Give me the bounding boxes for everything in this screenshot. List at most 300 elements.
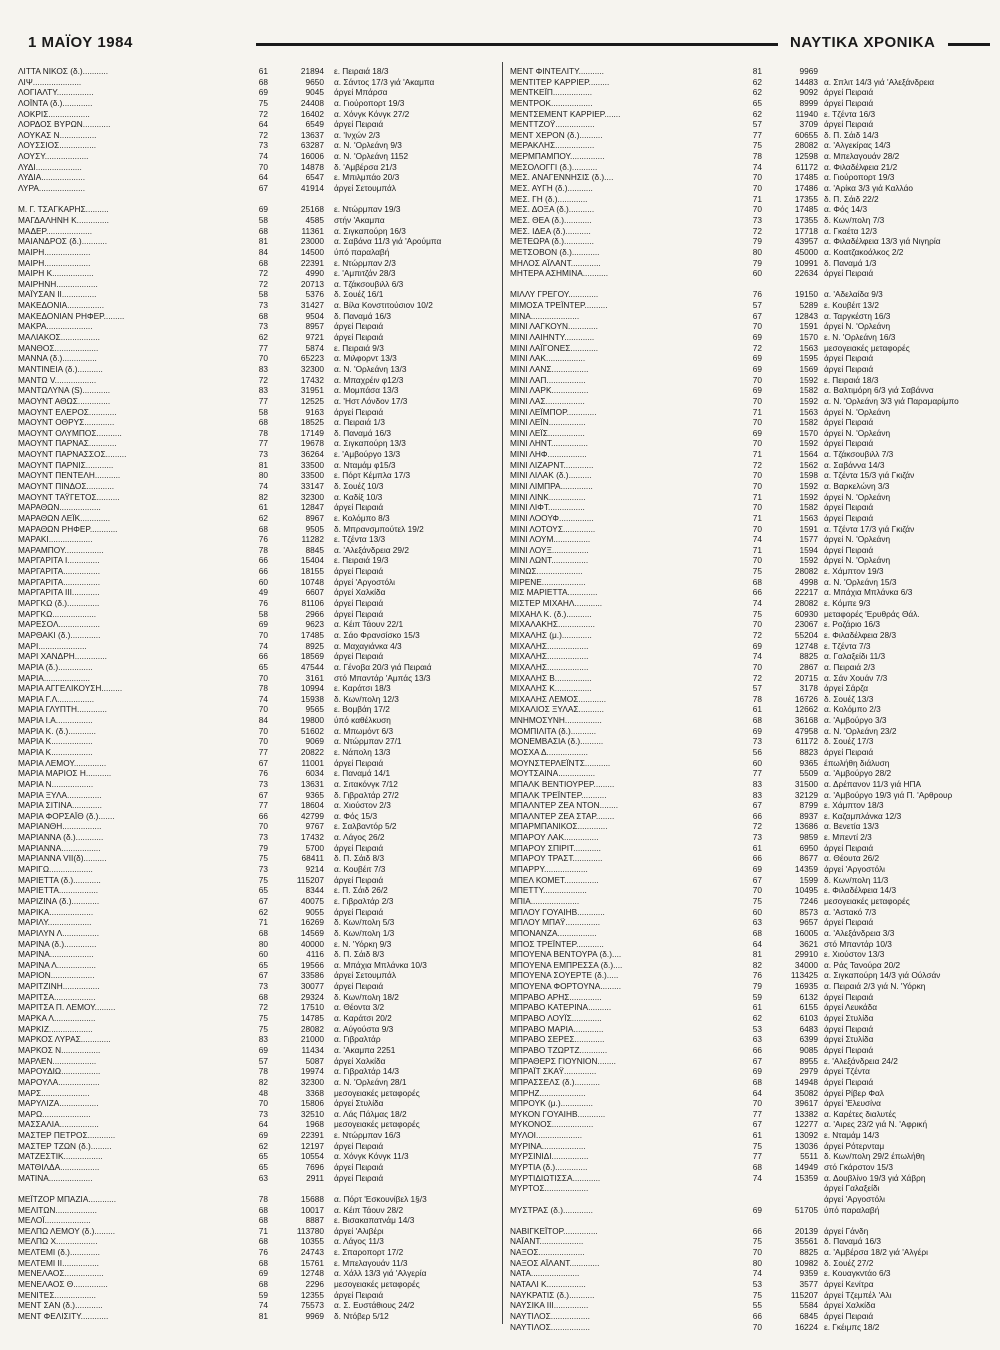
ship-status: στό Μπαντάρ 10/3 — [824, 938, 892, 949]
tonnage: 47958 — [794, 725, 818, 736]
build-year: 77 — [752, 129, 762, 140]
build-year: 68 — [258, 1204, 268, 1215]
ship-name: ΜΑΝΤΩΛΥΝΑ (S)............ — [18, 385, 111, 396]
ship-name: ΛΙΨ..................... — [18, 76, 82, 87]
build-year: 74 — [752, 1268, 762, 1279]
ship-name: ΜΑΡΑΜΠΟΥ................. — [18, 544, 104, 555]
right-column — [510, 66, 978, 1332]
ship-status: α. Κουβέιτ 7/3 — [334, 864, 386, 875]
ship-name: ΜΑΡΙΑ ΦΟΡΣΑΪΘ (δ.)....... — [18, 810, 115, 821]
build-year: 68 — [258, 310, 268, 321]
tonnage: 1592 — [799, 374, 818, 385]
tonnage: 8677 — [799, 853, 818, 864]
ship-name: ΜΑΡΙΕΤΤΑ................. — [18, 885, 99, 896]
ship-status: ε. Ντώρμπαν 2/3 — [334, 257, 396, 268]
build-year: 75 — [258, 1013, 268, 1024]
tonnage: 31427 — [300, 300, 324, 311]
ship-status: α. 'Αμβούργο 19/3 γιά Π. 'Αρθρουρ — [824, 789, 953, 800]
ship-row — [18, 449, 486, 460]
ship-name: ΜΙΝΩΣ.................... — [510, 566, 583, 577]
ship-row — [510, 970, 978, 981]
ship-status: άργεί Πειραιά — [824, 1076, 874, 1087]
ship-name: ΜΙΝΙ ΛΑΓΚΟΥΝ............. — [510, 321, 598, 332]
ship-status: άργεί Πειραιά — [334, 874, 384, 885]
ship-row — [510, 651, 978, 662]
ship-row — [510, 215, 978, 226]
ship-name: ΜΑΡΙΑΝΝΑ................. — [18, 842, 101, 853]
ship-name: ΜΠΙΑ..................... — [510, 895, 580, 906]
ship-name: ΜΑΤΖΕΣΤΙΚ................. — [18, 1151, 103, 1162]
ship-status: δ. Παναμά 1/3 — [824, 257, 877, 268]
ship-status: α. Τζέντα 15/3 γιά Γκιζάν — [824, 470, 915, 481]
build-year: 79 — [258, 842, 268, 853]
tonnage: 31500 — [794, 778, 818, 789]
ship-row — [510, 800, 978, 811]
build-year: 72 — [752, 342, 762, 353]
ship-row — [510, 438, 978, 449]
ship-row — [510, 417, 978, 428]
ship-name: ΜΕΝΙΤΕΣ.................. — [18, 1289, 96, 1300]
ship-name: ΜΑΙΑΝΔΡΟΣ (δ.)........... — [18, 236, 108, 247]
tonnage: 19800 — [300, 715, 324, 726]
ship-name: ΜΑΚΕΔΟΝΙΑ................ — [18, 300, 105, 311]
tonnage: 9045 — [305, 87, 324, 98]
tonnage: 2979 — [799, 1066, 818, 1077]
ship-row — [18, 98, 486, 109]
ship-row — [510, 300, 978, 311]
ship-row — [510, 194, 978, 205]
ship-status: άργεί Πειραιά — [824, 438, 874, 449]
tonnage: 21894 — [300, 66, 324, 76]
ship-row — [18, 907, 486, 918]
tonnage: 32300 — [300, 1076, 324, 1087]
ship-name: ΜΙΧΑΛΗΣ Κ................ — [510, 683, 592, 694]
ship-status: α. Ράς Τανούρα 20/2 — [824, 959, 901, 970]
ship-row — [510, 1226, 978, 1237]
build-year: 68 — [752, 927, 762, 938]
build-year: 66 — [752, 587, 762, 598]
ship-name: ΜΠΑΡΟΥ ΣΠΙΡΙΤ............ — [510, 842, 601, 853]
tonnage: 35561 — [794, 1236, 818, 1247]
ship-name: ΜΑΡΑΘΩΝ ΡΗΦΕΡ............ — [18, 523, 118, 534]
tonnage: 11001 — [301, 757, 324, 768]
ship-status: ε. Φιλαδέλφεια 28/3 — [824, 629, 897, 640]
ship-name: ΜΠΡΑΒΟ ΜΑΡΙΑ............. — [510, 1023, 604, 1034]
ship-name: ΜΙΧΑΛΗΣ.................. — [510, 640, 589, 651]
ship-status: άργεί Πειραιά — [334, 119, 384, 130]
tonnage: 13036 — [794, 1140, 818, 1151]
tonnage: 61172 — [795, 161, 818, 172]
ship-row — [18, 747, 486, 758]
ship-name: ΛΟΥΣΥ................... — [18, 151, 89, 162]
ship-row — [510, 1258, 978, 1269]
ship-name: ΛΟΓΙΑΛΤΥ................ — [18, 87, 94, 98]
ship-row — [510, 704, 978, 715]
ship-status: α. Σάο Φρανσίσκο 15/3 — [334, 629, 420, 640]
ship-row — [510, 1088, 978, 1099]
tonnage: 1599 — [799, 874, 818, 885]
ship-status: άργεί Πειραιά — [334, 651, 384, 662]
ship-name: ΜΕΤΕΩΡΑ (δ.)............. — [510, 236, 594, 247]
build-year: 68 — [258, 225, 268, 236]
tonnage: 23000 — [300, 236, 324, 247]
ship-status: δ. Σουέζ 17/3 — [824, 736, 874, 747]
build-year: 78 — [258, 1193, 268, 1204]
tonnage: 8967 — [305, 512, 324, 523]
ship-status: α. 'Αδελαίδα 9/3 — [824, 289, 883, 300]
ship-status: α. Βαλτιμόρη 6/3 γιά Σαβάννα — [824, 385, 934, 396]
tonnage: 15938 — [300, 693, 324, 704]
ship-name: ΜΕΣ. ΙΔΕΑ (δ.)........... — [510, 225, 591, 236]
build-year: 62 — [258, 332, 268, 343]
tonnage: 9969 — [305, 1310, 324, 1321]
ship-status: άργεί Πειραιά — [824, 1023, 874, 1034]
ship-status: α. Πειραιά 2/3 — [824, 661, 875, 672]
build-year: 81 — [752, 949, 762, 960]
ship-status: ε. Κουβέιτ 13/2 — [824, 300, 879, 311]
ship-name: ΜΕΣ. ΓΗ (δ.)............. — [510, 193, 588, 204]
ship-status: δ. Κων/πολη 29/2 έπωλήθη — [824, 1151, 925, 1162]
build-year: 70 — [752, 417, 762, 428]
ship-row — [510, 460, 978, 471]
build-year: 77 — [258, 438, 268, 449]
ship-status: ε. Ντώρμπαν 16/3 — [334, 1130, 401, 1141]
ship-name: Μ. Γ. ΤΣΑΓΚΑΡΗΣ.......... — [18, 204, 109, 215]
build-year: 72 — [258, 1002, 268, 1013]
ship-row — [510, 949, 978, 960]
ship-row — [18, 268, 486, 279]
ship-name: ΜΠΟΥΕΝΑ ΣΟΥΕΡΤΕ (δ.)..... — [510, 970, 619, 981]
build-year: 74 — [752, 651, 762, 662]
ship-name: ΜΑΙΡΗΝΗ.................. — [18, 278, 98, 289]
ship-name: ΜΑΟΥΝΤ ΠΙΝΔΟΣ............ — [18, 480, 115, 491]
ship-status: άργεί Πειραιά — [824, 544, 874, 555]
build-year: 66 — [258, 810, 268, 821]
build-year: 64 — [258, 119, 268, 130]
ship-row — [510, 1300, 978, 1311]
build-year: 76 — [258, 768, 268, 779]
tonnage: 8957 — [305, 321, 324, 332]
ship-name: ΜΑΟΥΝΤ ΠΑΡΝΑΣΣΟΣ......... — [18, 449, 127, 460]
ship-row — [510, 385, 978, 396]
tonnage: 9650 — [305, 76, 324, 87]
build-year: 70 — [258, 161, 268, 172]
tonnage: 8999 — [799, 97, 818, 108]
ship-status: ε. Ν. 'Ορλεάνη 16/3 — [824, 332, 896, 343]
ship-name: ΜΕΝΤΚΕΪΠ................. — [510, 87, 593, 98]
ship-row — [18, 162, 486, 173]
build-year: 77 — [752, 1108, 762, 1119]
build-year: 73 — [258, 778, 268, 789]
ship-name: ΜΙΝΙ ΛΙΜΠΡΑ.............. — [510, 480, 593, 491]
ship-row — [18, 1173, 486, 1184]
ship-row — [18, 1066, 486, 1077]
build-year: 65 — [258, 885, 268, 896]
build-year: 82 — [258, 491, 268, 502]
ship-status: άργεί Πειραιά — [334, 906, 384, 917]
build-year: 63 — [258, 1172, 268, 1183]
build-year: 76 — [752, 970, 762, 981]
ship-status: άργεί Πειραιά — [824, 1310, 874, 1321]
ship-name: ΜΑΡΟΥΔΙΩ................. — [18, 1066, 101, 1077]
tonnage: 40075 — [300, 895, 324, 906]
ship-name: ΜΕΣ. ΔΟΞΑ (δ.)........... — [510, 204, 595, 215]
ship-row — [18, 1215, 486, 1226]
ship-row — [510, 992, 978, 1003]
ship-name: ΜΙΝΙ ΛΟΟΥΦ............... — [510, 512, 594, 523]
ship-status: ε. Ροζάριο 16/3 — [824, 619, 880, 630]
ship-row — [18, 109, 486, 120]
build-year: 74 — [752, 161, 762, 172]
build-year: 73 — [752, 214, 762, 225]
ship-row — [510, 1279, 978, 1290]
ship-status: άργεί Πειραιά — [824, 119, 874, 130]
ship-name: ΜΑΡΙΝΑ................... — [18, 949, 94, 960]
ship-row — [18, 949, 486, 960]
ship-row — [510, 1162, 978, 1173]
ship-status: α. Μπελαγουάν 28/2 — [824, 151, 900, 162]
tonnage: 1598 — [799, 470, 818, 481]
ship-row — [18, 1098, 486, 1109]
ship-name: ΜΥΡΙΝΑ................... — [510, 1140, 586, 1151]
ship-row — [510, 183, 978, 194]
ship-name: ΜΕΛΤΕΜΙ (δ.)............. — [18, 1247, 100, 1258]
ship-row — [510, 1045, 978, 1056]
ship-name: ΜΙΝΙ ΛΙΝΚ................ — [510, 491, 586, 502]
ship-status: α. Τζάκσουβιλλ 7/3 — [824, 449, 894, 460]
ship-status: ε. Σαλβαντόρ 5/2 — [334, 821, 397, 832]
ship-name: ΜΑΟΥΝΤ ΟΘΡΥΣ............. — [18, 417, 115, 428]
build-year: 75 — [752, 1289, 762, 1300]
ship-status: άργεί Σετουμπάλ — [334, 970, 396, 981]
tonnage: 6607 — [305, 587, 324, 598]
ship-status: άργεί 'Αλιβέρι — [334, 1225, 384, 1236]
ship-name: ΜΕΝΤΙΤΕΡ ΚΑΡΡΙΕΡ......... — [510, 76, 610, 87]
ship-status: άργεί Γάνδη — [824, 1225, 869, 1236]
tonnage: 9365 — [305, 789, 324, 800]
ship-name: ΜΑΡΙΑ ΞΥΛΑ............... — [18, 789, 102, 800]
build-year: 53 — [752, 1023, 762, 1034]
tonnage: 9055 — [305, 906, 324, 917]
ship-row — [510, 98, 978, 109]
ship-name: ΜΑΝΝΑ (δ.)............... — [18, 353, 97, 364]
build-year: 67 — [752, 1119, 762, 1130]
build-year: 78 — [258, 427, 268, 438]
tonnage: 1569 — [799, 363, 818, 374]
tonnage: 5874 — [305, 342, 324, 353]
build-year: 75 — [752, 566, 762, 577]
build-year: 60 — [258, 949, 268, 960]
section-gap — [18, 194, 486, 205]
build-year: 81 — [258, 236, 268, 247]
ship-status: α. Πόρτ 'Εσκουνίβελ 1§/3 — [334, 1193, 427, 1204]
ship-row — [510, 768, 978, 779]
ship-row — [18, 396, 486, 407]
ship-row — [18, 1236, 486, 1247]
ship-name: ΜΙΜΟΣΑ ΤΡΕΪΝΤΕΡ.......... — [510, 300, 608, 311]
ship-row — [18, 1119, 486, 1130]
ship-name: ΜΙΝΙ ΛΑΝΣ................ — [510, 363, 589, 374]
ship-row — [510, 513, 978, 524]
ship-row — [18, 1056, 486, 1067]
build-year: 57 — [752, 300, 762, 311]
ship-row — [510, 779, 978, 790]
ship-status: α. Γιβραλτάρ — [334, 1034, 381, 1045]
tonnage: 12662 — [794, 704, 818, 715]
tonnage: 9069 — [305, 736, 324, 747]
tonnage: 2966 — [305, 608, 324, 619]
build-year: 70 — [752, 321, 762, 332]
build-year: 72 — [258, 374, 268, 385]
ship-row — [510, 1173, 978, 1184]
tonnage: 9969 — [799, 66, 818, 76]
page-header — [28, 34, 988, 54]
ship-row — [510, 587, 978, 598]
build-year: 67 — [258, 970, 268, 981]
build-year: 68 — [752, 576, 762, 587]
tonnage: 1595 — [799, 353, 818, 364]
ship-status: ε. Χάμπτον 18/3 — [824, 800, 884, 811]
ship-status: α. Θέοντα 3/2 — [334, 1002, 385, 1013]
ship-name: ΝΑΤΑΛΙ Κ................. — [510, 1279, 586, 1290]
tonnage: 68411 — [301, 853, 324, 864]
ship-row — [510, 981, 978, 992]
tonnage: 20715 — [794, 672, 818, 683]
ship-status: ε. Κολόμπο 8/3 — [334, 512, 390, 523]
ship-name: ΜΙΝΙ ΛΑΙΗΝΤΥ............. — [510, 332, 595, 343]
ship-name: ΜΙΡΕΝΕ................... — [510, 576, 586, 587]
ship-status: α. Σαβάννα 14/3 — [824, 459, 885, 470]
ship-name: ΜΟΝΕΜΒΑΣΙΑ (δ.).......... — [510, 736, 604, 747]
ship-row — [18, 226, 486, 237]
ship-name: ΜΑΟΥΝΤ ΤΑΫΓΕΤΟΣ.......... — [18, 491, 120, 502]
tonnage: 5700 — [305, 842, 324, 853]
tonnage: 33500 — [300, 470, 324, 481]
tonnage: 13092 — [794, 1130, 818, 1141]
ship-name: ΜΑΡΙΑ ΜΑΡΙΟΣ Η........... — [18, 768, 112, 779]
build-year: 70 — [258, 353, 268, 364]
ship-name: ΜΕΣ. ΑΝΑΓΕΝΝΗΣΙΣ (δ.).... — [510, 172, 614, 183]
tonnage: 1591 — [799, 321, 818, 332]
ship-status: α. Σιτακόνγκ 7/12 — [334, 778, 398, 789]
ship-status: άργεί 'Αργοστόλι — [824, 864, 885, 875]
ship-name: ΜΑΤΙΝΑ................... — [18, 1172, 93, 1183]
build-year: 67 — [752, 800, 762, 811]
build-year: 70 — [752, 1247, 762, 1258]
ship-row — [510, 885, 978, 896]
ship-name: ΝΑΪΑΝΤ................... — [510, 1236, 584, 1247]
tonnage: 1570 — [799, 332, 818, 343]
build-year: 71 — [752, 491, 762, 502]
ship-name: ΜΑΡΙΛΥΝ Λ................ — [18, 927, 100, 938]
ship-row — [18, 736, 486, 747]
tonnage: 9365 — [799, 757, 818, 768]
ship-name: ΜΙΧΑΛΗΣ.................. — [510, 651, 589, 662]
build-year: 61 — [752, 1130, 762, 1141]
ship-name: ΜΑΡΥΛΙΖΑ................. — [18, 1098, 99, 1109]
ship-status: ε. Βομβάη 17/2 — [334, 704, 390, 715]
tonnage: 1582 — [799, 417, 818, 428]
tonnage: 29324 — [300, 991, 324, 1002]
tonnage: 16726 — [794, 693, 818, 704]
ship-status: άργεί Πειραιά — [334, 1161, 384, 1172]
build-year: 61 — [258, 502, 268, 513]
ship-status: α. Λάγος 11/3 — [334, 1236, 384, 1247]
build-year: 62 — [752, 108, 762, 119]
ship-name: ΜΠΟΝΑΝΖΑ................. — [510, 927, 597, 938]
ship-status: α. Ταργκέστη 16/3 — [824, 310, 891, 321]
ship-row — [18, 683, 486, 694]
build-year: 75 — [258, 874, 268, 885]
build-year: 69 — [752, 427, 762, 438]
ship-row — [18, 1002, 486, 1013]
ship-row — [510, 87, 978, 98]
tonnage: 40000 — [300, 938, 324, 949]
build-year: 77 — [752, 1151, 762, 1162]
ship-name: ΜΙΧΑΛΗΣ (μ.)............. — [510, 629, 592, 640]
ship-row — [18, 492, 486, 503]
ship-section — [510, 1226, 978, 1332]
tonnage: 12598 — [794, 151, 818, 162]
ship-row — [18, 204, 486, 215]
ship-status: δ. Σουέζ 13/3 — [824, 693, 874, 704]
tonnage: 9859 — [799, 832, 818, 843]
build-year: 70 — [752, 172, 762, 183]
tonnage: 12843 — [794, 310, 818, 321]
ship-status: α. 'Ινχών 2/3 — [334, 129, 381, 140]
build-year: 70 — [752, 374, 762, 385]
tonnage: 14785 — [300, 1013, 324, 1024]
ship-name: ΝΑΞΟΣ.................... — [510, 1247, 585, 1258]
ship-status: άργεί Πειραιά — [334, 981, 384, 992]
build-year: 70 — [752, 619, 762, 630]
tonnage: 16005 — [794, 927, 818, 938]
ship-status: ε. Βισακαπατνάμ 14/3 — [334, 1215, 415, 1226]
build-year: 68 — [258, 76, 268, 87]
ship-name: ΛΥΔΙΑ................... — [18, 172, 86, 183]
ship-row — [18, 279, 486, 290]
ship-name: ΜΑΡΛΕΝ................... — [18, 1055, 97, 1066]
ship-name: ΜΑΡΓΑΡΙΤΑ................ — [18, 566, 101, 577]
build-year: 58 — [258, 406, 268, 417]
build-year: 72 — [258, 268, 268, 279]
tonnage: 34000 — [794, 959, 818, 970]
build-year: 78 — [752, 151, 762, 162]
ship-row — [510, 1109, 978, 1120]
build-year: 63 — [752, 917, 762, 928]
ship-row — [18, 1194, 486, 1205]
ship-row — [510, 939, 978, 950]
ship-row — [510, 119, 978, 130]
ship-row — [18, 577, 486, 588]
ship-status: ε. Χάμπτον 19/3 — [824, 566, 884, 577]
ship-status: ε. Πειραιά 9/3 — [334, 342, 384, 353]
ship-row — [510, 140, 978, 151]
build-year: 76 — [258, 534, 268, 545]
ship-name: ΜΠΡΟΥΚ (μ.).............. — [510, 1098, 593, 1109]
tonnage: 18569 — [300, 651, 324, 662]
tonnage: 9092 — [799, 87, 818, 98]
tonnage: 32510 — [300, 1108, 324, 1119]
ship-status: α. Σαβάνα 11/3 γιά 'Αρούμπα — [334, 236, 442, 247]
ship-status: άργεί Πειραιά — [334, 1140, 384, 1151]
ship-row — [510, 162, 978, 173]
tonnage: 12355 — [300, 1289, 324, 1300]
ship-status: ε. Σπαροπορτ 17/2 — [334, 1247, 404, 1258]
ship-status: άργεί Χαλκίδα — [334, 1055, 386, 1066]
tonnage: 32300 — [300, 363, 324, 374]
tonnage: 22391 — [300, 1130, 324, 1141]
